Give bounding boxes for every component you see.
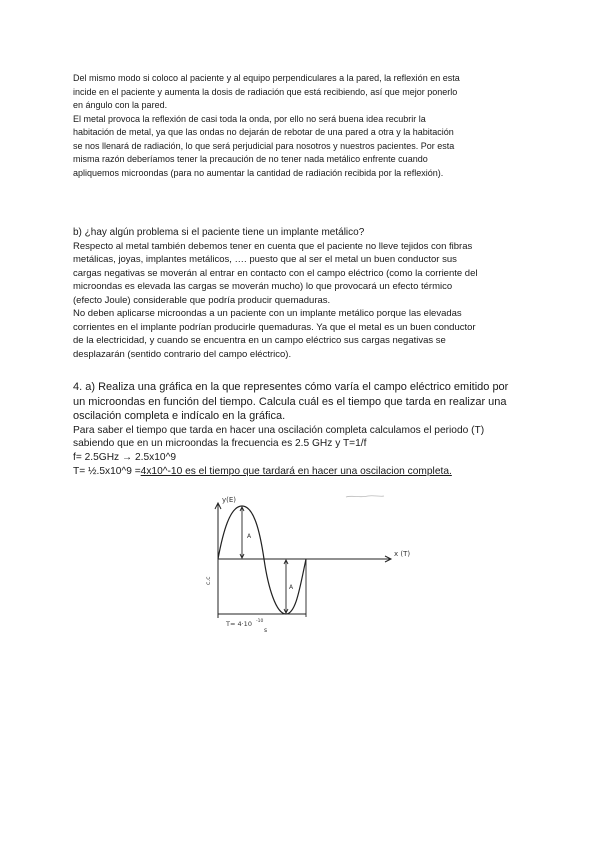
text-line: metálicas, joyas, implantes metálicos, …. puesto que al ser el metal un buen conductor sus (73, 254, 457, 265)
period-answer: 4x10^-10 es el tiempo que tardará en hacer una oscilacion completa. (140, 465, 452, 477)
text-line: cargas negativas se moverán al entrar en contacto con el campo eléctrico (como la corriente del (73, 267, 478, 279)
text-line: desplazarán (sentido contrario del campo eléctrico). (73, 348, 292, 360)
period-result-line (73, 465, 533, 479)
question-4-heading: un microondas en función del tiempo. Calcula cuál es el tiempo que tarda en realizar una (73, 395, 507, 408)
faint-scribble (346, 496, 384, 497)
text-line: f= 2.5GHz → 2.5x10^9 (73, 452, 177, 464)
text-line: No deben aplicarse microondas a un paciente con un implante metálico porque las elevadas (73, 308, 462, 319)
period-exponent: -10 (256, 619, 264, 624)
text-line: corrientes en el implante podrían producirle quemaduras. Ya que el metal es un buen conductor (73, 321, 476, 333)
text-line: microondas es elevada las cargas se moverán mucho) lo que provocará un efecto térmico (73, 281, 453, 292)
sine-curve (218, 506, 306, 614)
text-line: (efecto Joule) considerable que podría producir quemaduras. (73, 294, 331, 306)
amplitude-bottom-label: A (289, 584, 294, 591)
period-label: T= 4·10 (226, 620, 252, 628)
question-4-heading: 4. a) Realiza una gráfica en la que representes cómo varía el campo eléctrico emitido por (73, 381, 509, 393)
y-axis-label: y(E) (222, 496, 237, 504)
question-b-section (73, 226, 533, 361)
text-line: Del mismo modo si coloco al paciente y al equipo perpendiculares a la pared, la reflexión en esta (73, 73, 460, 83)
question-4-heading: oscilación completa e indícalo en la gráfica. (73, 410, 286, 422)
period-formula: T= ½.5x10^9 = (73, 465, 141, 477)
question-4-section (73, 380, 533, 479)
text-line: de la electricidad, y cuando se encuentra en un campo eléctrico sus cargas negativas se (73, 335, 446, 346)
text-line: apliquemos microondas (para no aumentar la cantidad de radiación recibida por la reflexión). (73, 167, 444, 178)
period-unit: s (264, 627, 268, 634)
text-line: Respecto al metal también debemos tener en cuenta que el paciente no lleve tejidos con fibras (73, 240, 473, 252)
text-line: sabiendo que en un microondas la frecuencia es 2.5 GHz y T=1/f (73, 438, 367, 450)
x-axis-label: x (T) (394, 550, 411, 558)
question-b-heading: b) ¿hay algún problema si el paciente tiene un implante metálico? (73, 227, 365, 238)
text-line: en ángulo con la pared. (73, 100, 168, 110)
paragraph-reflection (73, 72, 533, 180)
amplitude-top-label: A (247, 533, 252, 540)
sketch-svg (190, 492, 430, 634)
hand-drawn-sine-sketch (190, 492, 430, 634)
text-line: se nos llenará de radiación, lo que será perjudicial para nosotros y nuestros pacientes. Por esta (73, 140, 455, 151)
text-line: Para saber el tiempo que tarda en hacer una oscilación completa calculamos el periodo (T) (73, 424, 485, 436)
text-line: habitación de metal, ya que las ondas no dejarán de rebotar de una pared a otra y la habitación (73, 127, 454, 137)
text-line: incide en el paciente y aumenta la dosis de radiación que está recibiendo, así que mejor ponerlo (73, 86, 458, 97)
text-line: El metal provoca la reflexión de casi toda la onda, por ello no será buena idea recubrir la (73, 113, 426, 124)
text-line: misma razón deberíamos tener la precaución de no tener nada metálico enfrente cuando (73, 154, 428, 164)
origin-label: c.c (205, 576, 212, 585)
